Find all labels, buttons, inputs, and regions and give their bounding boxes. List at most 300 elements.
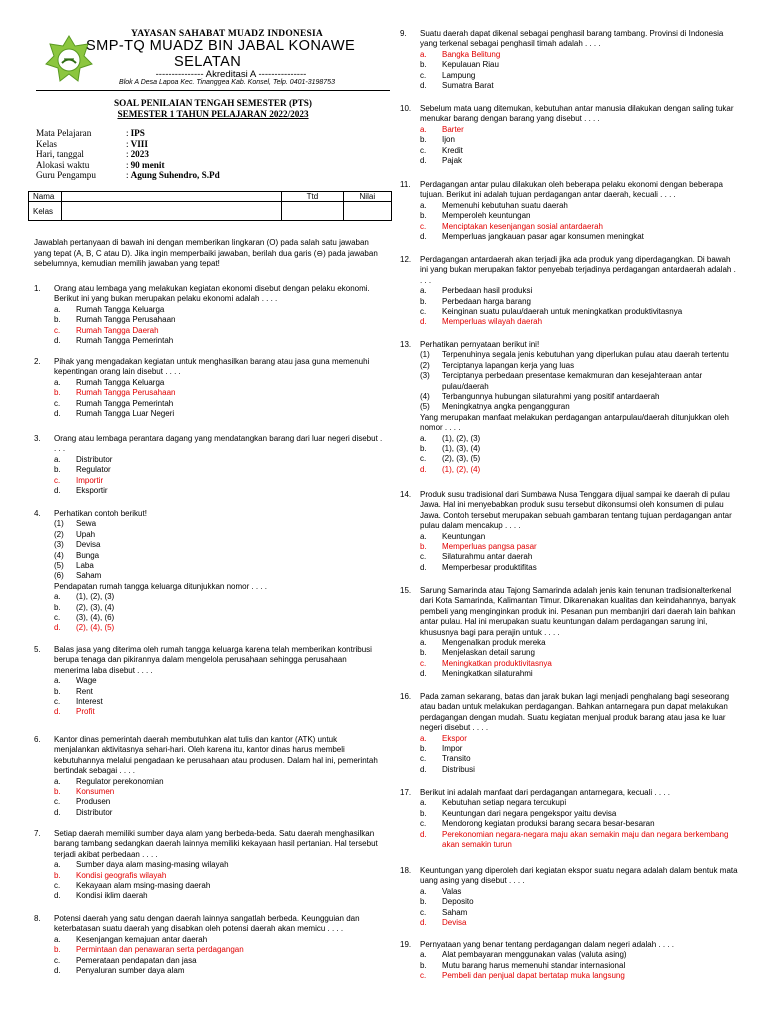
answer-option[interactable] <box>400 638 740 648</box>
option-letter: a. <box>54 934 61 944</box>
answer-option[interactable] <box>400 971 740 981</box>
statement-number: (4) <box>420 392 430 402</box>
exam-meta <box>36 128 220 181</box>
answer-option[interactable] <box>34 966 384 976</box>
option-letter: a. <box>420 124 427 134</box>
question-15 <box>400 586 740 680</box>
score-field[interactable] <box>343 202 391 221</box>
option-text: Lampung <box>442 70 476 80</box>
question-stem <box>400 340 740 350</box>
answer-option[interactable] <box>34 623 384 633</box>
question-text: Perdagangan antardaerah akan terjadi jika ada produk yang diperdagangkan. Di bawah ini yang bukan merupakan faktor penyebab terjadinya perdagangan antardaerah adalah . . . . <box>420 255 736 285</box>
option-text: Regulator perekonomian <box>76 776 164 786</box>
accreditation: --------------- Akreditasi A --------------- <box>155 69 307 80</box>
name-label: Nama <box>29 192 62 202</box>
statement-number: (5) <box>420 402 430 412</box>
answer-option[interactable] <box>400 552 740 562</box>
option-letter: c. <box>54 797 61 807</box>
question-text: Produk susu tradisional dari Sumbawa Nusa Tenggara dijual sampai ke daerah di pulau Jawa. Hal ini menyebabkan produk susu tersebut dikonsumsi oleh konsumen di pulau Jawa. Contoh tersebut merupakan sebuah gambaran tentang tujuan perdagangan antar pulau dalam mencakup . . . . <box>420 490 732 531</box>
statement-item <box>34 561 384 571</box>
option-letter: a. <box>420 200 427 210</box>
answer-option[interactable] <box>400 532 740 542</box>
statement-text: Laba <box>76 561 94 571</box>
answer-option[interactable] <box>34 871 384 881</box>
option-letter: d. <box>420 829 427 839</box>
question-text: Setiap daerah memiliki sumber daya alam yang berbeda-beda. Satu daerah menghasilkan barang tambang sedangkan daerah lainnya memiliki kekayaan hasil pertanian. Hal tersebut terjadi akibat perbedaan . . . . <box>54 829 378 859</box>
option-letter: b. <box>54 787 61 797</box>
option-letter: a. <box>54 860 61 870</box>
question-tail: Yang merupakan manfaat melakukan perdagangan antarpulau/daerah ditunjukkan oleh nomor . . . . <box>420 412 729 433</box>
option-letter: b. <box>420 744 427 754</box>
option-letter: a. <box>420 433 427 443</box>
statement-text: Terbangunnya hubungan silaturahmi yang positif antardaerah <box>442 392 660 402</box>
answer-option[interactable] <box>400 918 740 928</box>
meta-colon: : <box>126 170 129 181</box>
option-text: Mengenalkan produk mereka <box>442 638 546 648</box>
answer-option[interactable] <box>400 887 740 897</box>
option-text: Interest <box>76 697 103 707</box>
exam-title-line1: SOAL PENILAIAN TENGAH SEMESTER (PTS) <box>114 98 312 108</box>
question-number: 4. <box>34 509 41 518</box>
option-letter: a. <box>54 377 61 387</box>
answer-option[interactable] <box>400 286 740 296</box>
option-text: Permintaan dan penawaran serta perdagangan <box>76 945 244 955</box>
answer-option[interactable] <box>400 297 740 307</box>
question-stem <box>400 586 740 638</box>
option-text: Profit <box>76 707 95 717</box>
answer-option[interactable] <box>400 897 740 907</box>
answer-option[interactable] <box>34 808 384 818</box>
option-letter: b. <box>54 945 61 955</box>
option-text: Deposito <box>442 897 474 907</box>
answer-option[interactable] <box>400 232 740 242</box>
option-text: Memperluas pangsa pasar <box>442 542 537 552</box>
option-text: Perekonomian negara-negara maju akan semakin maju dan negara berkembang akan semakin turun <box>442 829 729 850</box>
answer-option[interactable] <box>400 135 740 145</box>
option-letter: c. <box>54 475 61 485</box>
question-7 <box>34 829 384 902</box>
option-text: Importir <box>76 475 104 485</box>
score-label: Nilai <box>343 192 391 202</box>
option-text: Rumah Tangga Pemerintah <box>76 336 174 346</box>
statement-item <box>34 519 384 529</box>
question-number: 11. <box>400 180 411 189</box>
class-label: Kelas <box>29 202 62 221</box>
question-stem <box>400 866 740 887</box>
answer-option[interactable] <box>34 486 384 496</box>
option-text: Rumah Tangga Keluarga <box>76 304 165 314</box>
option-letter: a. <box>54 592 61 602</box>
option-text: Mendorong kegiatan produksi barang secara besar-besaran <box>442 819 655 829</box>
answer-option[interactable] <box>400 669 740 679</box>
option-text: Wage <box>76 676 97 686</box>
option-letter: d. <box>420 156 427 166</box>
option-text: Memenuhi kebutuhan suatu daerah <box>442 200 568 210</box>
option-text: Keinginan suatu pulau/daerah untuk meningkatkan produktivitasnya <box>442 307 683 317</box>
option-letter: b. <box>54 602 61 612</box>
option-letter: b. <box>420 211 427 221</box>
question-number: 7. <box>34 829 41 838</box>
option-text: (2), (3), (4) <box>76 602 115 612</box>
question-stem <box>400 940 740 950</box>
statement-text: Terciptanya lapangan kerja yang luas <box>442 360 575 370</box>
question-text: Orang atau lembaga yang melakukan kegiatan ekonomi disebut dengan pelaku ekonomi. Berikut ini yang bukan merupakan pelaku ekonomi adalah . . . . <box>54 284 370 304</box>
option-text: Kekayaan alam msing-masing daerah <box>76 881 211 891</box>
answer-option[interactable] <box>400 809 740 819</box>
option-text: Bangka Belitung <box>442 49 501 59</box>
answer-option[interactable] <box>34 891 384 901</box>
question-text: Keuntungan yang diperoleh dari kegiatan ekspor suatu negara adalah dalam bentuk mata uang asing yang disebut . . . . <box>420 866 738 886</box>
answer-option[interactable] <box>34 399 384 409</box>
answer-option[interactable] <box>34 603 384 613</box>
question-text: Perhatikan contoh berikut! <box>54 509 147 518</box>
meta-row <box>36 170 220 181</box>
option-text: Produsen <box>76 797 111 807</box>
answer-option[interactable] <box>34 881 384 891</box>
answer-option[interactable] <box>400 50 740 60</box>
option-letter: c. <box>54 398 61 408</box>
option-text: (1), (2), (4) <box>442 464 481 474</box>
answer-option[interactable] <box>400 81 740 91</box>
answer-option[interactable] <box>34 315 384 325</box>
answer-option[interactable] <box>400 734 740 744</box>
question-stem <box>34 829 384 860</box>
option-letter: b. <box>54 686 61 696</box>
answer-option[interactable] <box>400 765 740 775</box>
answer-option[interactable] <box>400 146 740 156</box>
answer-option[interactable] <box>34 613 384 623</box>
option-letter: c. <box>420 658 427 668</box>
meta-row <box>36 149 220 160</box>
meta-value: Agung Suhendro, S.Pd <box>130 170 220 181</box>
option-letter: b. <box>54 388 61 398</box>
option-text: Devisa <box>442 918 467 928</box>
question-3 <box>34 434 384 496</box>
option-text: Rumah Tangga Perusahaan <box>76 315 176 325</box>
answer-option[interactable] <box>34 797 384 807</box>
statement-item <box>400 361 740 371</box>
option-text: (1), (3), (4) <box>442 444 481 454</box>
answer-option[interactable] <box>34 336 384 346</box>
meta-row <box>36 139 220 150</box>
question-text: Pihak yang mengadakan kegiatan untuk menghasilkan barang atau jasa guna memenuhi kepentingan orang lain disebut . . . . <box>54 357 370 377</box>
meta-row <box>36 160 220 171</box>
answer-option[interactable] <box>34 465 384 475</box>
option-text: Silaturahmu antar daerah <box>442 552 533 562</box>
option-text: Valas <box>442 886 462 896</box>
meta-colon: : <box>126 159 129 170</box>
meta-value: 90 menit <box>130 159 165 170</box>
answer-option[interactable] <box>34 860 384 870</box>
option-letter: a. <box>420 798 427 808</box>
question-number: 9. <box>400 29 407 38</box>
question-stem <box>400 490 740 532</box>
answer-option[interactable] <box>400 798 740 808</box>
option-letter: c. <box>54 955 61 965</box>
option-text: Perbedaan hasil produksi <box>442 286 533 296</box>
option-text: Pemerataan pendapatan dan jasa <box>76 955 197 965</box>
question-stem <box>400 29 740 50</box>
option-letter: c. <box>420 552 427 562</box>
school-name <box>86 38 386 70</box>
instructions: Jawablah pertanyaan di bawah ini dengan memberikan lingkaran (O) pada salah satu jawaban yang tepat (A, B, C atau D). Jika ingin memperbaiki jawaban, berilah dua garis (⊖) pada jawaban sebelumnya, kemudian memilih jawaban yang tepat! <box>34 238 378 269</box>
option-letter: d. <box>420 232 427 242</box>
statement-number: (4) <box>54 550 64 560</box>
answer-option[interactable] <box>400 563 740 573</box>
statement-number: (3) <box>54 540 64 550</box>
question-19 <box>400 940 740 982</box>
question-tail: Pendapatan rumah tangga keluarga ditunjukkan nomor . . . . <box>54 581 268 591</box>
option-letter: c. <box>420 454 427 464</box>
option-text: Sumatra Barat <box>442 81 494 91</box>
statement-text: Saham <box>76 571 102 581</box>
question-2 <box>34 357 384 419</box>
question-5 <box>34 645 384 718</box>
option-letter: b. <box>420 960 427 970</box>
option-letter: a. <box>420 49 427 59</box>
option-text: Rumah Tangga Keluarga <box>76 377 165 387</box>
option-letter: b. <box>420 444 427 454</box>
question-text: Perhatikan pernyataan berikut ini! <box>420 340 540 349</box>
answer-option[interactable] <box>34 935 384 945</box>
answer-option[interactable] <box>400 434 740 444</box>
option-letter: a. <box>420 286 427 296</box>
answer-option[interactable] <box>34 455 384 465</box>
statement-number: (6) <box>54 571 64 581</box>
question-number: 1. <box>34 284 41 293</box>
answer-option[interactable] <box>34 787 384 797</box>
question-number: 13. <box>400 340 412 349</box>
option-letter: b. <box>54 870 61 880</box>
statement-item <box>34 551 384 561</box>
name-field[interactable] <box>62 192 282 202</box>
option-text: Keuntungan <box>442 531 486 541</box>
statement-number: (2) <box>420 360 430 370</box>
answer-option[interactable] <box>400 950 740 960</box>
option-letter: d. <box>54 707 61 717</box>
option-letter: c. <box>420 907 427 917</box>
question-text: Orang atau lembaga perantara dagang yang mendatangkan barang dari luar negeri disebut . . . . <box>54 434 383 454</box>
question-stem <box>400 692 740 734</box>
answer-option[interactable] <box>400 211 740 221</box>
option-text: Rumah Tangga Daerah <box>76 325 159 335</box>
answer-option[interactable] <box>34 945 384 955</box>
option-letter: c. <box>420 754 427 764</box>
answer-option[interactable] <box>400 648 740 658</box>
question-number: 3. <box>34 434 41 443</box>
question-4 <box>34 509 384 634</box>
option-letter: b. <box>420 648 427 658</box>
question-stem <box>34 357 384 378</box>
answer-option[interactable] <box>34 777 384 787</box>
option-text: (3), (4), (6) <box>76 613 115 623</box>
statement-text: Terciptanya perbedaan presentase kemakmuran dan kesejahteraan antar pulau/daerah <box>442 371 703 391</box>
statement-number: (1) <box>54 519 64 529</box>
school-name-line1: SMP-TQ MUADZ BIN JABAL KONAWE <box>86 38 356 54</box>
question-text: Sebelum mata uang ditemukan, kebutuhan antar manusia dilakukan dengan saling tukar menukar barang dengan barang yang disebut . . . . <box>420 104 734 124</box>
question-number: 15. <box>400 586 412 595</box>
foundation-name: YAYASAN SAHABAT MUADZ INDONESIA <box>131 29 323 39</box>
option-letter: a. <box>54 454 61 464</box>
option-letter: a. <box>420 733 427 743</box>
option-letter: d. <box>420 81 427 91</box>
answer-option[interactable] <box>34 676 384 686</box>
statement-item <box>400 350 740 360</box>
question-9 <box>400 29 740 91</box>
option-letter: a. <box>420 531 427 541</box>
answer-option[interactable] <box>400 961 740 971</box>
question-number: 2. <box>34 357 41 366</box>
option-letter: d. <box>54 966 61 976</box>
option-letter: d. <box>420 464 427 474</box>
option-text: Ekspor <box>442 733 467 743</box>
meta-value: VIII <box>130 138 148 149</box>
option-letter: a. <box>54 776 61 786</box>
option-text: Transito <box>442 754 471 764</box>
answer-option[interactable] <box>400 754 740 764</box>
option-letter: d. <box>420 562 427 572</box>
question-stem <box>400 104 740 125</box>
answer-option[interactable] <box>34 956 384 966</box>
option-letter: b. <box>54 315 61 325</box>
option-letter: c. <box>54 697 61 707</box>
option-text: Rumah Tangga Luar Negeri <box>76 409 175 419</box>
answer-option[interactable] <box>400 156 740 166</box>
question-10 <box>400 104 740 166</box>
option-text: Perbedaan harga barang <box>442 296 531 306</box>
question-11 <box>400 180 740 242</box>
question-number: 10. <box>400 104 412 113</box>
question-number: 5. <box>34 645 41 654</box>
answer-option[interactable] <box>34 378 384 388</box>
answer-option[interactable] <box>34 476 384 486</box>
statement-item <box>400 402 740 412</box>
option-text: Penyaluran sumber daya alam <box>76 966 185 976</box>
answer-option[interactable] <box>400 744 740 754</box>
question-number: 14. <box>400 490 412 499</box>
answer-option[interactable] <box>400 125 740 135</box>
question-stem <box>34 645 384 676</box>
question-stem <box>400 788 740 798</box>
option-text: (2), (3), (5) <box>442 454 481 464</box>
option-text: Kondisi iklim daerah <box>76 891 148 901</box>
option-letter: b. <box>420 60 427 70</box>
option-text: Distribusi <box>442 764 475 774</box>
option-letter: d. <box>420 918 427 928</box>
answer-option[interactable] <box>34 592 384 602</box>
option-text: Konsumen <box>76 787 115 797</box>
question-18 <box>400 866 740 928</box>
meta-value: IPS <box>130 128 145 138</box>
answer-option[interactable] <box>400 454 740 464</box>
answer-option[interactable] <box>400 819 740 829</box>
question-number: 19. <box>400 940 412 949</box>
option-letter: c. <box>420 145 427 155</box>
answer-option[interactable] <box>400 542 740 552</box>
option-text: Alat pembayaran menggunakan valas (valuta asing) <box>442 950 627 960</box>
answer-option[interactable] <box>400 465 740 475</box>
option-text: Menciptakan kesenjangan sosial antardaerah <box>442 221 603 231</box>
statement-item <box>34 540 384 550</box>
statement-number: (3) <box>420 371 430 381</box>
meta-key: Guru Pengampu <box>36 170 96 181</box>
question-text: Pernyataan yang benar tentang perdagangan dalam negeri adalah . . . . <box>420 940 674 949</box>
question-12 <box>400 255 740 328</box>
option-letter: b. <box>420 135 427 145</box>
option-text: Menjelaskan detail sarung <box>442 648 535 658</box>
answer-option[interactable] <box>400 60 740 70</box>
question-text: Balas jasa yang diterima oleh rumah tangga keluarga karena telah memberikan kontribusi berupa tenaga dan pikirannya dalam mengelola perusahaan sehingga perusahaan menerima laba disebut . . . . <box>54 645 372 675</box>
question-6 <box>34 735 384 818</box>
answer-option[interactable] <box>400 71 740 81</box>
question-number: 6. <box>34 735 41 744</box>
answer-option[interactable] <box>34 687 384 697</box>
answer-option[interactable] <box>34 326 384 336</box>
option-letter: d. <box>54 891 61 901</box>
option-text: Kebutuhan setiap negara tercukupi <box>442 798 567 808</box>
option-letter: d. <box>54 807 61 817</box>
student-id-table <box>28 191 392 221</box>
option-text: Eksportir <box>76 486 108 496</box>
statement-text: Bunga <box>76 550 100 560</box>
question-stem <box>34 509 384 519</box>
option-text: (1), (2), (3) <box>442 433 481 443</box>
question-number: 16. <box>400 692 412 701</box>
question-text: Berikut ini adalah manfaat dari perdagangan antarnegara, kecuali . . . . <box>420 788 670 797</box>
signature-field[interactable] <box>282 202 344 221</box>
meta-colon: : <box>126 149 129 160</box>
exam-title-line2: SEMESTER 1 TAHUN PELAJARAN 2022/2023 <box>117 109 309 119</box>
answer-option[interactable] <box>400 444 740 454</box>
option-letter: d. <box>54 336 61 346</box>
option-text: Pajak <box>442 156 463 166</box>
question-text: Kantor dinas pemerintah daerah membutuhkan alat tulis dan kantor (ATK) untuk menjalankan aktivitasnya sehari-hari. Oleh karena itu, kantor dinas harus membeli kebutuhannya melalui pengadaan ke perusahaan atau produsen. Dalam hal ini, pemerintah bertindak sebagai . . . . <box>54 735 378 776</box>
answer-option[interactable] <box>400 830 740 851</box>
question-stem <box>34 284 384 305</box>
option-letter: c. <box>54 613 61 623</box>
answer-option[interactable] <box>400 908 740 918</box>
option-letter: d. <box>54 486 61 496</box>
answer-option[interactable] <box>34 409 384 419</box>
option-text: (2), (4), (5) <box>76 623 115 633</box>
answer-option[interactable] <box>400 222 740 232</box>
meta-row <box>36 128 220 139</box>
answer-option[interactable] <box>400 201 740 211</box>
option-letter: a. <box>54 304 61 314</box>
answer-option[interactable] <box>400 317 740 327</box>
option-text: Keuntungan dari negara pengekspor yaitu devisa <box>442 808 617 818</box>
class-field[interactable] <box>62 202 282 221</box>
option-text: Memperluas wilayah daerah <box>442 317 543 327</box>
statement-text: Sewa <box>76 519 97 529</box>
option-letter: c. <box>54 325 61 335</box>
option-text: Barter <box>442 124 464 134</box>
option-text: Meningkatkan produktivitasnya <box>442 658 552 668</box>
option-letter: c. <box>420 819 427 829</box>
answer-option[interactable] <box>34 388 384 398</box>
question-1 <box>34 284 384 346</box>
answer-option[interactable] <box>34 697 384 707</box>
answer-option[interactable] <box>34 305 384 315</box>
answer-option[interactable] <box>400 659 740 669</box>
answer-option[interactable] <box>34 707 384 717</box>
option-letter: a. <box>54 676 61 686</box>
school-name-line2: SELATAN <box>174 54 242 70</box>
option-letter: b. <box>54 465 61 475</box>
answer-option[interactable] <box>400 307 740 317</box>
meta-key: Mata Pelajaran <box>36 128 92 138</box>
option-letter: b. <box>420 542 427 552</box>
